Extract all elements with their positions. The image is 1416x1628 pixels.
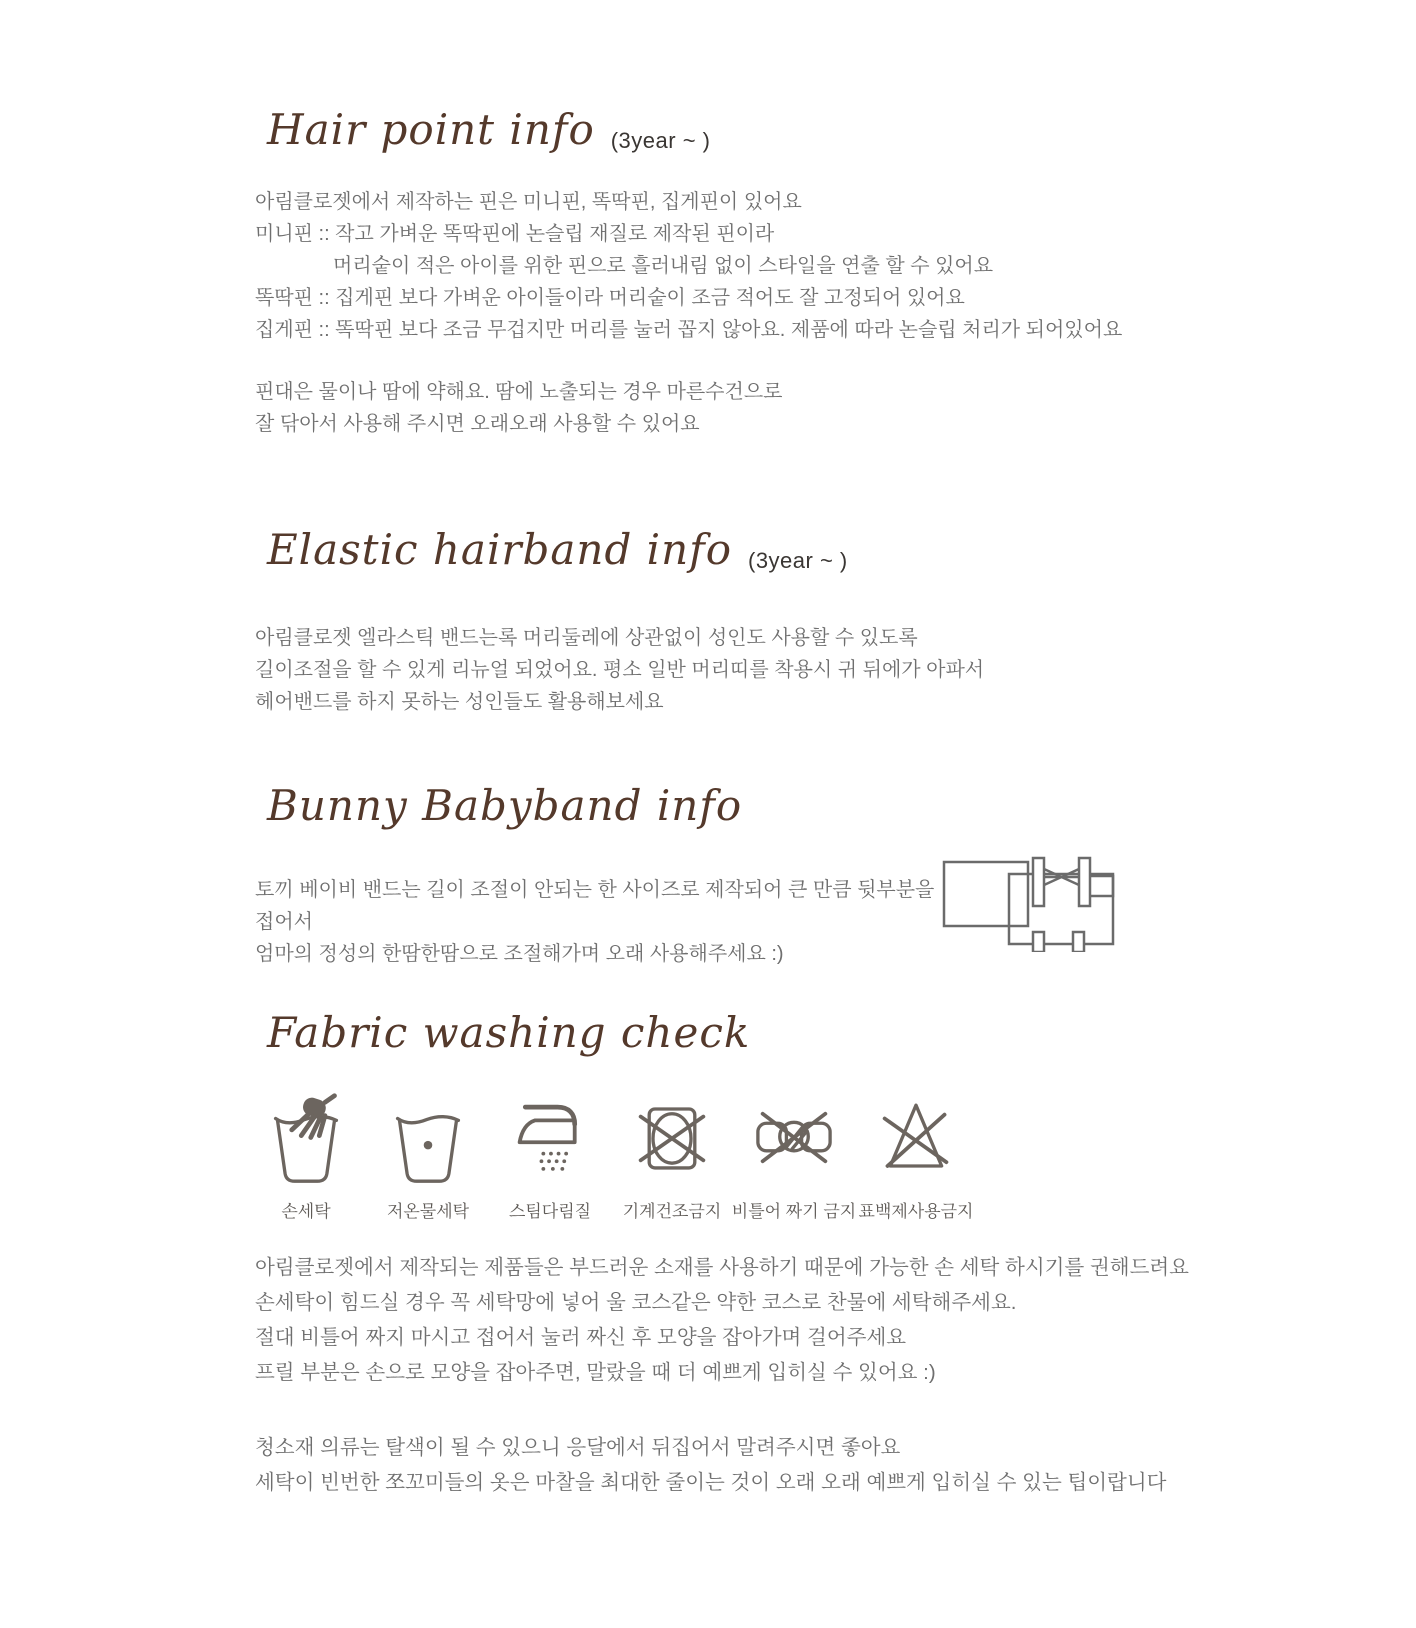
wash-symbol-label: 표백제사용금지 [858, 1202, 974, 1221]
folded-band-stitch-diagram-icon [941, 852, 1116, 957]
hair-note-line: 잘 닦아서 사용해 주시면 오래오래 사용할 수 있어요 [255, 413, 700, 435]
wash-symbol-label: 저온물세탁 [386, 1202, 470, 1221]
hair-info-line: 머리숱이 적은 아이를 위한 핀으로 흘러내림 없이 스타일을 연출 할 수 있어요 [333, 255, 994, 277]
hair-info-line: 집게핀 :: 똑딱핀 보다 조금 무겁지만 머리를 눌러 꼽지 않아요. 제품에 따라 논슬립 처리가 되어있어요 [255, 319, 1123, 341]
wash-symbol-label: 기계건조금지 [622, 1202, 722, 1221]
elastic-info-line: 아림클로젯 엘라스틱 밴드는록 머리둘레에 상관없이 성인도 사용할 수 있도록 [255, 627, 918, 649]
washing-title: Fabric washing check [267, 1008, 751, 1058]
hair-info-line: 똑딱핀 :: 집게핀 보다 가벼운 아이들이라 머리숱이 조금 적어도 잘 고정되어 있어요 [255, 287, 965, 309]
wash-symbol-label: 스팀다림질 [508, 1202, 592, 1221]
section-fabric-washing-check [255, 995, 1415, 1500]
hair-point-care-note [255, 376, 1415, 440]
washing-info-line: 프릴 부분은 손으로 모양을 잡아주면, 말랐을 때 더 예쁘게 입히실 수 있어요 :) [255, 1361, 936, 1384]
wash-symbol-no-wring [731, 1090, 857, 1222]
washing-info-line: 손세탁이 힘드실 경우 꼭 세탁망에 넣어 울 코스같은 약한 코스로 찬물에 세탁해주세요. [255, 1291, 1017, 1314]
no-tumble-dry-icon [634, 1090, 710, 1185]
hair-point-description [255, 186, 1415, 346]
wash-symbol-no-tumble-dry [623, 1090, 721, 1222]
section-elastic-hairband-info [255, 512, 1415, 718]
no-wring-icon [751, 1090, 837, 1185]
elastic-info-line: 헤어밴드를 하지 못하는 성인들도 활용해보세요 [255, 691, 664, 713]
bunny-title: Bunny Babyband info [267, 781, 743, 831]
wash-symbol-no-bleach [858, 1090, 974, 1222]
elastic-description [255, 622, 1415, 718]
wash-symbol-hand-wash [257, 1090, 355, 1222]
washing-tip-line: 세탁이 빈번한 쪼꼬미들의 옷은 마찰을 최대한 줄이는 것이 오래 오래 예쁘게 입히실 수 있는 팁이랍니다 [255, 1471, 1167, 1494]
no-bleach-icon [876, 1090, 956, 1185]
elastic-age-range: (3year ~ ) [748, 548, 848, 573]
washing-symbols-row [257, 1090, 1415, 1222]
wash-symbol-label: 비틀어 짜기 금지 [731, 1202, 857, 1221]
steam-iron-icon [512, 1090, 588, 1185]
washing-info-line: 절대 비틀어 짜지 마시고 접어서 눌러 짜신 후 모양을 잡아가며 걸어주세요 [255, 1326, 907, 1349]
wash-symbol-label: 손세탁 [281, 1202, 331, 1221]
hair-point-title: Hair point info [267, 105, 595, 155]
bunny-info-line: 토끼 베이비 밴드는 길이 조절이 안되는 한 사이즈로 제작되어 큰 만큼 뒷부분을 접어서 [255, 879, 935, 933]
elastic-info-line: 길이조절을 할 수 있게 리뉴얼 되었어요. 평소 일반 머리띠를 착용시 귀 뒤에가 아파서 [255, 659, 985, 681]
bunny-info-line: 엄마의 정성의 한땀한땀으로 조절해가며 오래 사용해주세요 :) [255, 943, 784, 965]
section-bunny-babyband-info [255, 768, 1415, 970]
bunny-description [255, 874, 955, 970]
washing-instructions [255, 1250, 1415, 1390]
hair-note-line: 핀대은 물이나 땀에 약해요. 땀에 노출되는 경우 마른수건으로 [255, 381, 783, 403]
wash-symbol-steam-iron [501, 1090, 599, 1222]
wash-symbol-low-temp-wash [379, 1090, 477, 1222]
elastic-title: Elastic hairband info [267, 525, 732, 575]
washing-extra-tips [255, 1430, 1415, 1500]
hand-wash-icon [268, 1090, 344, 1185]
hair-point-age-range: (3year ~ ) [610, 128, 711, 153]
washing-info-line: 아림클로젯에서 제작되는 제품들은 부드러운 소재를 사용하기 때문에 가능한 손 세탁 하시기를 권해드려요 [255, 1256, 1189, 1279]
hair-info-line: 미니핀 :: 작고 가벼운 똑딱핀에 논슬립 재질로 제작된 핀이라 [255, 223, 775, 245]
hair-info-line: 아림클로젯에서 제작하는 핀은 미니핀, 똑딱핀, 집게핀이 있어요 [255, 191, 802, 213]
bunny-heading [267, 768, 1415, 834]
washing-tip-line: 청소재 의류는 탈색이 될 수 있으니 응달에서 뒤집어서 말려주시면 좋아요 [255, 1436, 901, 1459]
hair-point-heading [267, 92, 1415, 158]
washing-heading [267, 995, 1415, 1061]
low-temp-wash-icon [390, 1090, 466, 1185]
section-hair-point-info [255, 92, 1415, 440]
elastic-heading [267, 512, 1415, 578]
